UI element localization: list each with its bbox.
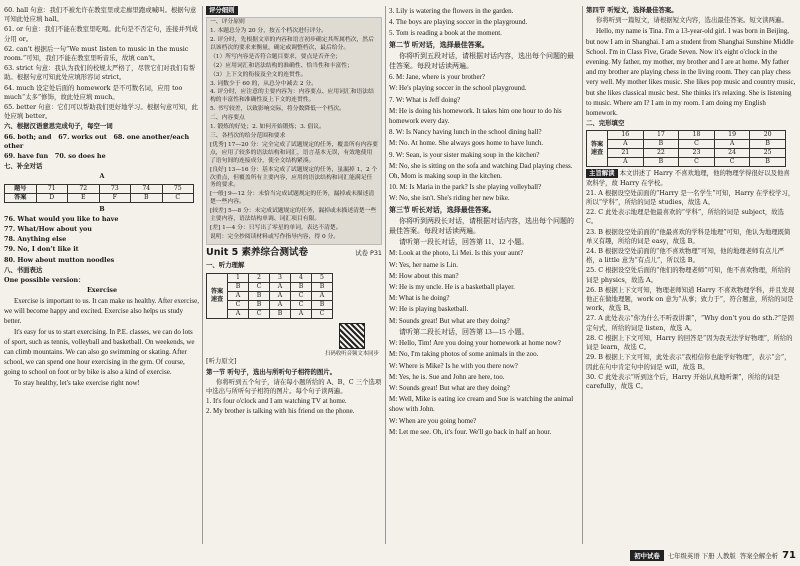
answer-cell: A — [608, 140, 644, 149]
rubric-line: （2）应用词汇和语法结构的准确性、恰当性和丰富性； — [210, 62, 353, 69]
section-6-answers: 66. both; and 67. works out 68. one another/each other — [4, 132, 190, 150]
listening-title: 一、听力理解 — [206, 260, 245, 269]
dialogue-line: W: No, she isn't. She's riding her new bike. — [389, 194, 510, 203]
answer-cell: A — [270, 300, 291, 309]
qr-block[interactable] — [322, 321, 382, 358]
section-6-answers-2: 69. have fun 70. so does he — [4, 152, 106, 161]
rubric-line: [优秀] 17—20 分：完全完成了试题规定的任务，覆盖所有内容要点，应用了较多的语法结构和词汇，语言基本无误，有效地使用了语句间的连接成分，使全文结构紧凑。 — [210, 141, 378, 164]
answer-cell: C — [679, 140, 715, 149]
summary-tag: 主旨解读 — [586, 169, 618, 178]
long-dialogue-1 — [389, 248, 579, 325]
question-number: 4 — [291, 273, 312, 282]
part-b-label: B — [99, 204, 105, 213]
sentence-2: 2. My brother is talking with his friend on the phone. — [206, 407, 355, 416]
question-number: 16 — [608, 131, 644, 140]
dialogue-line: M: No. At home. She always goes home to have lunch. — [389, 139, 544, 148]
answer-cell: B — [750, 158, 786, 167]
answer-explanations — [4, 6, 200, 121]
dialogue-answer: 79. No, I don't like it — [4, 245, 79, 254]
dialogue-line: 7. W: What is Jeff doing? — [389, 95, 461, 104]
question-number: 75 — [162, 184, 194, 193]
qr-code-icon[interactable] — [339, 323, 365, 349]
dialogue-line: W: He is playing basketball. — [389, 305, 469, 314]
section-1-desc: 你将听到五个句子，请在每小题所给的 A、B、C 三个选项中选出与所听句子相符的图片。每个句子读两遍。 — [206, 377, 382, 396]
answer-cell: B — [249, 300, 270, 309]
brand-label: 初中试卷 — [630, 550, 664, 561]
explanation-line: 22. C 此处表示地理是他最喜欢的“学科”，所给的词是 subject，故选 C。 — [586, 208, 785, 226]
rubric-tag: 评分细则 — [206, 6, 238, 15]
explanation-line: 28. C 根据上下文可知，Harry 的回答是“因为我无法学好物理”，所给的词是 learn，故选 C。 — [586, 333, 793, 352]
question-number: 3 — [270, 273, 291, 282]
rubric-line: 说明：完全抄阅读材料或写作指导内容，得 0 分。 — [210, 233, 340, 240]
section-3-title: 第三节 听长对话，选择最佳答案。 — [389, 205, 496, 214]
qr-caption: 扫码收听音频文本同步 — [325, 350, 379, 357]
section-6-title: 六、根据汉语意思完成句子，每空一词 — [4, 122, 113, 131]
script-label: [听力原文] — [206, 357, 237, 366]
answer-cell: C — [291, 300, 312, 309]
dialogue-answer: 78. Anything else — [4, 235, 67, 244]
book-info: 七年级英语 下册 人教版 — [667, 551, 736, 560]
question-number: 71 — [36, 184, 68, 193]
rubric-line: 一、评分原则 — [210, 19, 245, 26]
dialogue-line: W: When are you going home? — [389, 416, 477, 425]
column-1 — [4, 6, 200, 544]
rubric-line: [一般] 9—12 分：未恰当完成试题规定的任务，漏掉或未描述清楚一些内容。 — [210, 191, 375, 206]
dialogue-line: W: He is my uncle. He is a basketball player. — [389, 283, 515, 292]
dialogue-line: 8. W: Is Nancy having lunch in the school dining hall? — [389, 128, 542, 137]
dialogue-line: 6. M: Jane, where is your brother? — [389, 73, 486, 82]
rubric-line: [较差] 5—8 分：未完成试题规定的任务，漏掉或未描述清楚一些主要内容，语法结构单调、词汇项目有限。 — [210, 208, 377, 223]
dialogue-line: M: No, I'm taking photos of some animals in the zoo. — [389, 350, 539, 359]
dialogue-line: M: He is doing his homework. It takes him one hour to do his homework every day. — [389, 106, 562, 126]
question-number: 19 — [714, 131, 750, 140]
essay-paragraph: Exercise is important to us. It can make us healthy. After exercise, we will become happy and excited. Exercise also helps us study better. — [4, 297, 199, 326]
answer-cell: B — [131, 193, 163, 202]
answer-cell: A — [291, 309, 312, 318]
answer-cell: D — [36, 193, 68, 202]
question-number: 23 — [679, 149, 715, 158]
rubric-line: 二、内容要点 — [210, 115, 245, 122]
question-number: 2 — [249, 273, 270, 282]
cloze-answer-table — [586, 130, 786, 167]
rubric-line: 5. 书写较差，以致影响交际，将分数降低一个档次。 — [210, 106, 345, 113]
question-number: 24 — [714, 149, 750, 158]
answer-cell: B — [228, 282, 249, 291]
answer-cell: A — [714, 140, 750, 149]
question-number: 74 — [131, 184, 163, 193]
dialogue-line: M: Yes, he is. Sue and John are here, too. — [389, 372, 505, 381]
column-divider — [582, 6, 583, 544]
explanation-line: 27. A 此处表示“你为什么不听我讲课”，“Why don't you do sth.?”是固定句式，所给的词是 listen，故选 A。 — [586, 314, 794, 332]
question-number: 21 — [608, 149, 644, 158]
rubric-line: 2. 评分时，先根据文章的内容和语言初步确定其所属档次，然后以该档次的要求来衡量，确定或调整档次，最后给分。 — [210, 37, 374, 51]
answer-cell: C — [249, 309, 270, 318]
rubric-line: 3. 词数少于 60 的，从总分中减去 2 分。 — [210, 80, 317, 87]
rubric-line: （1）所写内容是否符合题目要求，要点是否齐全； — [210, 53, 342, 60]
essay-paragraph: It's easy for us to start exercising. In P.E. classes, we can do lots of sport, such as tennis, volleyball and basketball. On weekends, we can climb mountains. We can also go swimming or skating. After school, we can spend one hour exercising in the gym. Of course, going to school on foot or by bike is also a kind of exercise. — [4, 328, 195, 377]
question-number: 5 — [312, 273, 333, 282]
answer-cell: B — [270, 309, 291, 318]
rubric-line: 1. 锻炼的好处；2. 如何开始锻炼；3. 倡议。 — [210, 124, 325, 131]
question-number: 1 — [228, 273, 249, 282]
scoring-rubric — [206, 17, 382, 245]
unit-page-ref: 试卷 P31 — [355, 248, 382, 257]
explanation-line: 29. B 根据上下文可知，此处表示“我相信你也能学好物理”，表示“会”，因此在句中肯定句中的词是 will，故选 B。 — [586, 353, 791, 371]
answer-cell: C — [228, 300, 249, 309]
column-4 — [586, 6, 796, 544]
summary: 主旨解读 本文讲述了 Harry 不喜欢地理，他的物理学得很好以及他喜欢科学，故 Harry 在学校。 — [586, 169, 790, 187]
answer-cell: B — [291, 282, 312, 291]
section-4-desc: 你将听到一篇短文，请根据短文内容，选出最佳答案。短文读两遍。 — [596, 16, 788, 25]
dialogue-line: W: Sounds great! But what are they doing? — [389, 383, 510, 392]
explanation-line: 61. or 句意：我们不能在教室里吃喝。此句是不否定句，连接并列成分用 or。 — [4, 25, 198, 43]
essay-body — [4, 296, 200, 388]
answer-cell: A — [270, 282, 291, 291]
dialogue-line: W: Yes, her name is Lin. — [389, 260, 458, 269]
long-dialogue-2 — [389, 338, 579, 437]
dialogues-6-10 — [389, 72, 579, 203]
explanation-line: 30. C 此处表示“听到这个后，Harry 开始认真地听课”，所给的词是 carefully，故选 C。 — [586, 372, 780, 390]
sentence: 4. The boys are playing soccer in the playground. — [389, 18, 528, 27]
explanation-line: 62. can't 根据后一句“We must listen to music in the music room.”可知，我们不能在教室里听音乐，故填 can't。 — [4, 44, 189, 63]
section-4-title: 第四节 听短文，选择最佳答案。 — [586, 6, 678, 14]
answer-cell: C — [679, 158, 715, 167]
dialogue-1-label: 请听第一段长对话，回答第 11、12 小题。 — [399, 238, 529, 247]
answer-cell: A — [228, 309, 249, 318]
side-label: 答案速查 — [587, 131, 608, 167]
listening-answer-table — [206, 273, 333, 319]
answer-cell: A — [312, 291, 333, 300]
explanation-line: 65. better 句意：它们可以帮助我们更好地学习。根据句意可知，此处应填 better。 — [4, 103, 198, 121]
unit-title: Unit 5 素养综合测试卷 试卷 P31 — [206, 246, 382, 258]
answers-label: 答案全解全析 — [739, 551, 779, 560]
dialogue-answer: 77. What/How about you — [4, 225, 92, 234]
part-b-answers — [4, 215, 200, 265]
dialogue-line: 10. M: Is Maria in the park? Is she playing volleyball? — [389, 183, 542, 192]
row-label: 题号 — [5, 184, 37, 193]
column-divider — [385, 6, 386, 544]
question-number: 25 — [750, 149, 786, 158]
passage: Hello, my name is Tina. I'm a 13-year-old girl. I was born in Beijing, but now I am in Shanghai. I am a student from Shanghai Sunshine Middle School. I'm in Class Five, Grade Seven. Now it's eight o'clock in the evening. My father, my mother, my brother and I are at home. My father and my brother are playing chess in the living room. They can play chess very well. My mother likes music. She likes pop music and country music, but she likes classical music best. She thinks it's relaxing. She is listening to music. Where am I? I am in my room. I am doing my English homework. — [586, 27, 796, 118]
version-label: One possible version： — [4, 276, 85, 285]
answer-cell: A — [608, 158, 644, 167]
sentence-1: 1. It's four o'clock and I am watching TV at home. — [206, 397, 347, 406]
section-8-title: 八、书面表达 — [4, 265, 43, 274]
essay-paragraph: To stay healthy, let's take exercise right now! — [14, 379, 140, 388]
dialogue-line: M: What is he doing? — [389, 294, 450, 303]
question-number: 72 — [68, 184, 100, 193]
explanation-line: 24. B 根据设空处前面的“他不喜欢物理”可知，他的地理老师有点儿严格，a little 意为“有点儿”，所以选 B。 — [586, 247, 785, 265]
sentence: 5. Tom is reading a book at the moment. — [389, 29, 502, 38]
answer-cell: B — [312, 282, 333, 291]
answer-cell: C — [312, 309, 333, 318]
part-a-label: A — [99, 172, 105, 181]
page-footer — [630, 548, 796, 562]
answer-cell: B — [312, 300, 333, 309]
dialogue-line: W: Where is Mike? Is he with you there now? — [389, 361, 518, 370]
dialogue-answer: 76. What would you like to have — [4, 214, 119, 223]
explanation-line: 21. A 根据设空处前面的“Harry 是一名学生”可知，Harry 在学校学习，所以“学科”，所给的词是 studies，故选 A。 — [586, 188, 795, 207]
dialogue-line: M: Well, Mike is eating ice cream and Sue is watching the animal show with John. — [389, 395, 574, 414]
answer-cell: B — [249, 291, 270, 300]
dialogue-line: 9. W: Sean, is your sister making soup in the kitchen? — [389, 150, 540, 159]
dialogue-line: M: Look at the photo, Li Mei. Is this your aunt? — [389, 249, 524, 258]
answer-cell: C — [291, 291, 312, 300]
question-number: 17 — [643, 131, 679, 140]
question-number: 73 — [99, 184, 131, 193]
sentence: 3. Lily is watering the flowers in the garden. — [389, 7, 514, 15]
explanation-line: 60. hall 句意：我们不被允许在教室里或走廊里跑或喊叫。根据句意可知此处应填 hall。 — [4, 6, 197, 24]
dialogue-line: M: No, she is sitting on the sofa and watching Dad playing chess. Oh, Mom is making soup in the kitchen. — [389, 161, 573, 181]
side-label: 答案速查 — [207, 273, 228, 318]
cloze-explanations — [586, 189, 796, 391]
rubric-line: 4. 评分时，应注意的主要内容为：内容要点、应用词汇和语法结构的丰富性和准确性及上下文的连贯性。 — [210, 89, 374, 104]
section-2-desc: 你将听到五段对话，请根据对话内容，选出每个问题的最佳答案。每段对话读两遍。 — [389, 51, 574, 71]
explanation-line: 25. C 根据设空处后面的“他们的物理老师”可知，他不喜欢物理，所给的词是 physics，故选 A。 — [586, 266, 791, 284]
answer-cell: F — [99, 193, 131, 202]
dialogue-2-label: 请听第二段长对话，回答第 13—15 小题。 — [399, 327, 529, 336]
essay-title: Exercise — [86, 286, 118, 295]
rubric-line: 三、各档次的给分范围和要求 — [210, 132, 286, 139]
question-number: 18 — [679, 131, 715, 140]
page-number: 71 — [782, 549, 796, 561]
cloze-title: 二、完形填空 — [586, 119, 625, 128]
explanation-line: 63. strict 句意：我认为我们的校规太严格了，尽管它们对我们有帮助。根据句意可知此处应填形容词 strict。 — [4, 64, 196, 82]
section-3-desc: 你将听到两段长对话，请根据对话内容，选出每个问题的最佳答案。每段对话读两遍。 — [389, 216, 574, 236]
dialogue-line: M: How about this man? — [389, 271, 459, 280]
answer-cell: C — [714, 158, 750, 167]
rubric-line: [良好] 13—16 分：基本完成了试题规定的任务，虽漏掉 1、2 个次重点，但覆盖所有主要内容，应用的语法结构和词汇能满足任务的要求。 — [210, 166, 378, 189]
answer-cell: B — [643, 140, 679, 149]
section-7-title: 七、补全对话 — [4, 162, 43, 171]
section-1-title: 第一节 听句子，选出与所听句子相符的图片。 — [206, 367, 337, 376]
answer-table-a — [4, 184, 194, 203]
explanation-line: 64. much 设定处后面的 homework 是不可数名词，应用 too much“太多”修饰，故此处应填 much。 — [4, 83, 183, 101]
answer-cell: A — [270, 291, 291, 300]
explanation-line: 26. B 根据上下文可知，物理老师知道 Harry 不喜欢物理学科，并且发现他正在做地理题，work on 意为“从事；致力于”，符合题意，所给的词是 work，故选 B。 — [586, 285, 795, 313]
dialogue-line: M: Let me see. Oh, it's four. We'll go back in half an hour. — [389, 427, 552, 436]
answer-cell: E — [68, 193, 100, 202]
answer-cell: C — [162, 193, 194, 202]
answer-cell: C — [249, 282, 270, 291]
explanation-line: 23. B 根据设空处前面的“他最喜欢的学科是地理”可知，他认为地理既简单又有趣，所给的词是 easy，故选 B。 — [586, 227, 791, 245]
dialogue-answer: 80. How about mutton noodles — [4, 255, 115, 264]
dialogue-line: M: Sounds great! But what are they doing? — [389, 316, 510, 325]
answer-cell: B — [643, 158, 679, 167]
answer-cell: A — [228, 291, 249, 300]
question-number: 20 — [750, 131, 786, 140]
row-label: 答案 — [5, 193, 37, 202]
sentences-3-5 — [389, 6, 579, 39]
section-2-title: 第二节 听对话，选择最佳答案。 — [389, 40, 489, 49]
question-number: 22 — [643, 149, 679, 158]
column-divider — [202, 6, 203, 544]
rubric-line: （3）上下文的衔接及全文的连贯性。 — [210, 71, 307, 78]
answer-cell: B — [750, 140, 786, 149]
column-3 — [389, 6, 579, 544]
column-2 — [206, 6, 382, 544]
dialogue-line: W: He's playing soccer in the school playground. — [389, 84, 527, 93]
dialogue-line: W: Hello, Tim! Are you doing your homework at home now? — [389, 339, 561, 348]
rubric-line: [差] 1—4 分：只写出了零星的单词，表达不清楚。 — [210, 224, 342, 231]
rubric-line: 1. 本题总分为 20 分，按五个档次进行评分。 — [210, 28, 327, 35]
